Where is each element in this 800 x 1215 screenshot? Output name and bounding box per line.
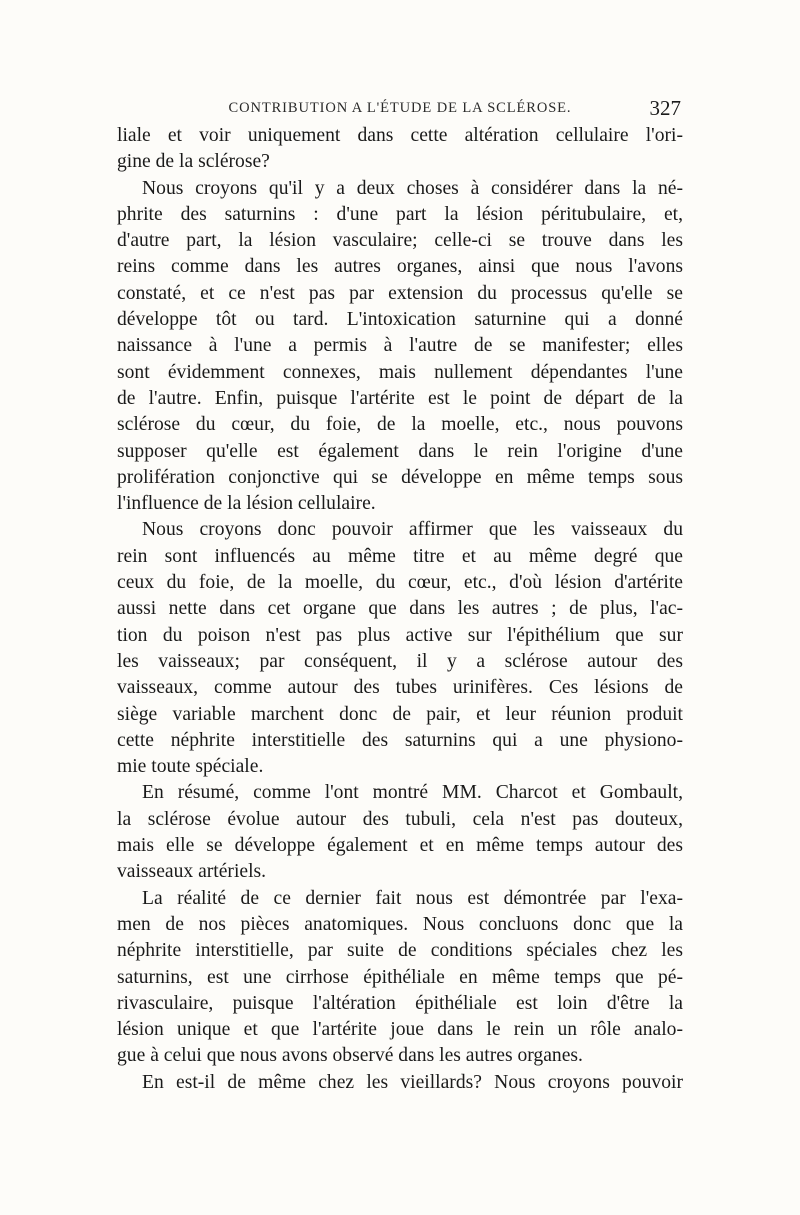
text-line: d'autre part, la lésion vasculaire; celle-ci se trouve dans les [117, 230, 683, 252]
text-line: Nous croyons donc pouvoir affirmer que les vaisseaux du [142, 519, 683, 541]
text-line: la sclérose évolue autour des tubuli, cela n'est pas douteux, [117, 808, 683, 830]
text-line: La réalité de ce dernier fait nous est démontrée par l'exa- [142, 887, 683, 909]
running-title: CONTRIBUTION A L'ÉTUDE DE LA SCLÉROSE. [228, 100, 572, 116]
text-line: mais elle se développe également et en même temps autour des [117, 835, 683, 857]
text-line: siège variable marchent donc de pair, et leur réunion produit [117, 703, 683, 725]
text-line: supposer qu'elle est également dans le rein l'origine d'une [117, 440, 683, 462]
text-line: tion du poison n'est pas plus active sur l'épithélium que sur [117, 624, 683, 646]
text-line: prolifération conjonctive qui se développe en même temps sous [117, 466, 683, 488]
text-line: naissance à l'une a permis à l'autre de se manifester; elles [117, 335, 683, 357]
text-line: aussi nette dans cet organe que dans les autres ; de plus, l'ac- [117, 598, 683, 620]
text-line: constaté, et ce n'est pas par extension du processus qu'elle se [117, 282, 683, 304]
text-line: rivasculaire, puisque l'altération épithéliale est loin d'être la [117, 992, 683, 1014]
text-line: cette néphrite interstitielle des saturnins qui a une physiono- [117, 729, 683, 751]
running-head [117, 96, 683, 122]
text-line: Nous croyons qu'il y a deux choses à considérer dans la né- [142, 177, 683, 199]
text-line: vaisseaux artériels. [117, 861, 267, 883]
text-line: développe tôt ou tard. L'intoxication saturnine qui a donné [117, 309, 683, 331]
text-line: gue à celui que nous avons observé dans les autres organes. [117, 1045, 583, 1067]
text-line: phrite des saturnins : d'une part la lésion péritubulaire, et, [117, 203, 683, 225]
text-line: ceux du foie, de la moelle, du cœur, etc., d'où lésion d'artérite [117, 572, 683, 594]
body-text [117, 123, 683, 1096]
text-line: En résumé, comme l'ont montré MM. Charcot et Gombault, [142, 782, 683, 804]
page-number: 327 [649, 96, 681, 120]
text-line: En est-il de même chez les vieillards? Nous croyons pouvoir [142, 1071, 683, 1093]
text-line: néphrite interstitielle, par suite de conditions spéciales chez les [117, 940, 683, 962]
text-line: gine de la sclérose? [117, 151, 270, 173]
text-line: reins comme dans les autres organes, ainsi que nous l'avons [117, 256, 683, 278]
text-line: vaisseaux, comme autour des tubes urinifères. Ces lésions de [117, 677, 683, 699]
text-line: sclérose du cœur, du foie, de la moelle, etc., nous pouvons [117, 414, 683, 436]
text-line: rein sont influencés au même titre et au même degré que [117, 545, 683, 567]
text-line: les vaisseaux; par conséquent, il y a sclérose autour des [117, 650, 683, 672]
text-line: sont évidemment connexes, mais nullement dépendantes l'une [117, 361, 683, 383]
text-line: l'influence de la lésion cellulaire. [117, 493, 376, 515]
text-line: mie toute spéciale. [117, 756, 264, 778]
text-line: de l'autre. Enfin, puisque l'artérite est le point de départ de la [117, 387, 683, 409]
text-line: men de nos pièces anatomiques. Nous concluons donc que la [117, 913, 683, 935]
text-line: saturnins, est une cirrhose épithéliale en même temps que pé- [117, 966, 683, 988]
text-line: liale et voir uniquement dans cette altération cellulaire l'ori- [117, 125, 683, 146]
text-line: lésion unique et que l'artérite joue dans le rein un rôle analo- [117, 1019, 683, 1041]
